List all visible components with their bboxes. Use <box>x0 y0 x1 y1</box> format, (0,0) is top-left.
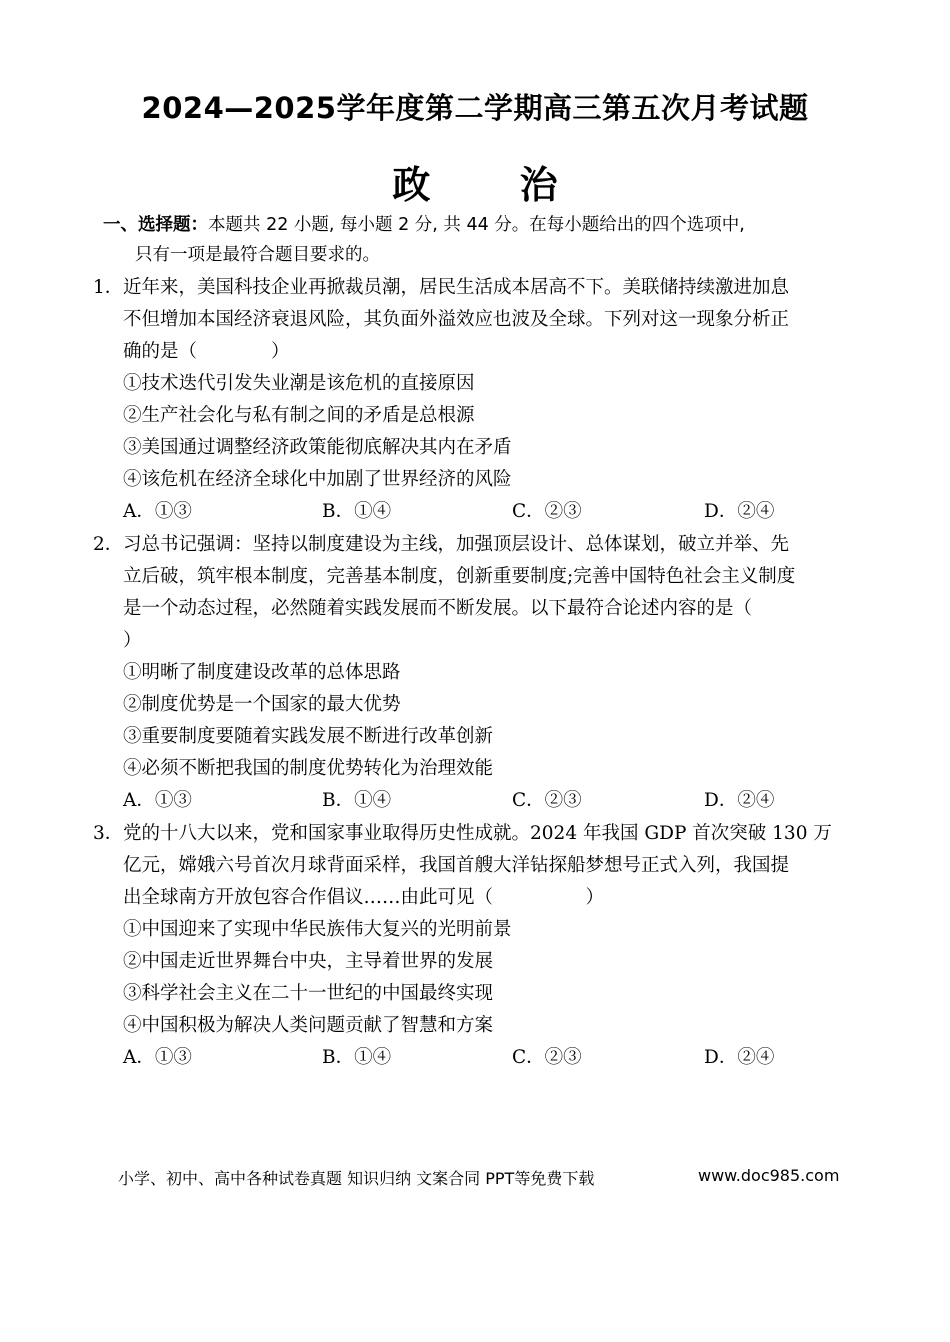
question-stem-line: 不但增加本国经济衰退风险，其负面外溢效应也波及全球。下列对这一现象分析正 <box>123 309 790 330</box>
question-stem-line: ） <box>123 630 142 651</box>
statement: ①中国迎来了实现中华民族伟大复兴的光明前景 <box>123 919 512 940</box>
option-b[interactable]: B．①④ <box>322 1047 392 1068</box>
statement: ②生产社会化与私有制之间的矛盾是总根源 <box>123 405 475 426</box>
question-stem-line: 近年来，美国科技企业再掀裁员潮，居民生活成本居高不下。美联储持续激进加息 <box>123 277 790 298</box>
statement: ①技术迭代引发失业潮是该危机的直接原因 <box>123 373 475 394</box>
statement: ②制度优势是一个国家的最大优势 <box>123 694 401 715</box>
option-a[interactable]: A．①③ <box>123 1047 192 1068</box>
question-stem-line: 是一个动态过程，必然随着实践发展而不断发展。以下最符合论述内容的是（ <box>123 598 753 619</box>
exam-title: 2024—2025学年度第二学期高三第五次月考试题 <box>141 91 809 125</box>
option-c[interactable]: C．②③ <box>512 501 582 522</box>
option-c[interactable]: C．②③ <box>512 790 582 811</box>
statement: ④该危机在经济全球化中加剧了世界经济的风险 <box>123 469 512 490</box>
question-stem-line: 习总书记强调：坚持以制度建设为主线，加强顶层设计、总体谋划，破立并举、先 <box>123 534 790 555</box>
statement: ③美国通过调整经济政策能彻底解决其内在矛盾 <box>123 437 512 458</box>
question-2 <box>93 529 863 817</box>
section-desc-line2: 只有一项是最符合题目要求的。 <box>135 245 380 265</box>
statement: ①明晰了制度建设改革的总体思路 <box>123 662 401 683</box>
question-1 <box>93 272 863 528</box>
option-a[interactable]: A．①③ <box>123 790 192 811</box>
option-d[interactable]: D．②④ <box>704 501 775 522</box>
statement: ④必须不断把我国的制度优势转化为治理效能 <box>123 758 494 779</box>
question-stem-line: 亿元，嫦娥六号首次月球背面采样，我国首艘大洋钻探船梦想号正式入列，我国提 <box>123 855 790 876</box>
footer-text: 小学、初中、高中各种试卷真题 知识归纳 文案合同 PPT等免费下载 <box>118 1169 595 1188</box>
section-desc-line1: 本题共 22 小题, 每小题 2 分, 共 44 分。在每小题给出的四个选项中, <box>208 215 745 235</box>
question-stem-line: 党的十八大以来，党和国家事业取得历史性成就。2024 年我国 GDP 首次突破 130 万 <box>123 823 832 844</box>
subject-title: 政 治 <box>392 163 596 207</box>
question-stem-line: 确的是（ ） <box>123 341 290 362</box>
statement: ③重要制度要随着实践发展不断进行改革创新 <box>123 726 494 747</box>
option-c[interactable]: C．②③ <box>512 1047 582 1068</box>
statement: ③科学社会主义在二十一世纪的中国最终实现 <box>123 983 494 1004</box>
question-number: 1． <box>93 277 124 298</box>
option-d[interactable]: D．②④ <box>704 1047 775 1068</box>
section-heading: 一、选择题： <box>103 215 208 235</box>
question-number: 3． <box>93 823 124 844</box>
statement: ④中国积极为解决人类问题贡献了智慧和方案 <box>123 1015 494 1036</box>
option-b[interactable]: B．①④ <box>322 790 392 811</box>
page-footer <box>118 1166 838 1189</box>
question-number: 2． <box>93 534 124 555</box>
section-instructions <box>103 210 863 270</box>
statement: ②中国走近世界舞台中央，主导着世界的发展 <box>123 951 494 972</box>
option-a[interactable]: A．①③ <box>123 501 192 522</box>
footer-site-link[interactable]: www.doc985.com <box>698 1166 840 1185</box>
option-b[interactable]: B．①④ <box>322 501 392 522</box>
question-stem-line: 出全球南方开放包容合作倡议……由此可见（ ） <box>123 887 605 908</box>
question-3 <box>93 818 863 1074</box>
option-d[interactable]: D．②④ <box>704 790 775 811</box>
question-stem-line: 立后破，筑牢根本制度，完善基本制度，创新重要制度;完善中国特色社会主义制度 <box>123 566 796 587</box>
